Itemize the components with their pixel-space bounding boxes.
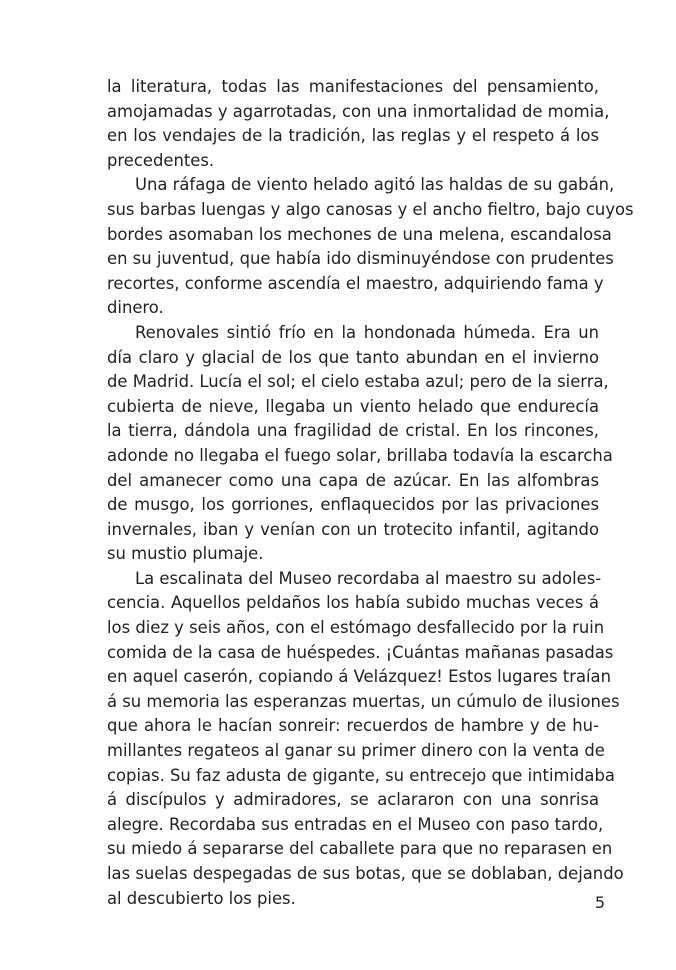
text-line: millantes regateos al ganar su primer dinero con la venta de <box>107 741 605 761</box>
text-line: adonde no llegaba el fuego solar, brillaba todavía la escarcha <box>107 445 613 465</box>
text-line: comida de la casa de huéspedes. ¡Cuántas mañanas pasadas <box>107 642 614 662</box>
text-line: precedentes. <box>107 150 215 170</box>
text-line: recortes, conforme ascendía el maestro, adquiriendo fama y <box>107 273 604 293</box>
text-line: cubierta de nieve, llegaba un viento helado que endurecía <box>107 396 599 416</box>
paragraph-2 <box>107 173 634 321</box>
text-line: cencia. Aquellos peldaños los había subido muchas veces á <box>107 593 599 613</box>
text-line: en su juventud, que había ido disminuyéndose con prudentes <box>107 249 614 269</box>
text-line: su miedo á separarse del caballete para que no reparasen en <box>107 839 613 859</box>
paragraph-1 <box>107 75 610 173</box>
text-line: día claro y glacial de los que tanto abundan en el invierno <box>107 347 599 367</box>
text-line: que ahora le hacían sonreir: recuerdos de hambre y de hu- <box>107 716 599 736</box>
text-line: al descubierto los pies. <box>107 888 296 908</box>
text-line: á discípulos y admiradores, se aclararon con una sonrisa <box>107 790 599 810</box>
text-line: amojamadas y agarrotadas, con una inmortalidad de momia, <box>107 101 610 121</box>
text-line: de Madrid. Lucía el sol; el cielo estaba azul; pero de la sierra, <box>107 372 609 392</box>
text-line: alegre. Recordaba sus entradas en el Museo con paso tardo, <box>107 814 604 834</box>
text-line: en aquel caserón, copiando á Velázquez! Estos lugares traían <box>107 667 611 687</box>
text-line: La escalinata del Museo recordaba al maestro su adoles- <box>135 568 602 588</box>
text-line: del amanecer como una capa de azúcar. En las alfombras <box>107 470 599 490</box>
text-line: dinero. <box>107 298 164 318</box>
paragraph-4 <box>107 567 624 911</box>
text-line: los diez y seis años, con el estómago desfallecido por la ruin <box>107 618 605 638</box>
text-line: la literatura, todas las manifestaciones del pensamiento, <box>107 77 599 96</box>
body-text <box>107 75 634 911</box>
paragraph-3 <box>107 321 613 567</box>
text-line: de musgo, los gorriones, enflaquecidos por las privaciones <box>107 495 599 515</box>
text-line: bordes asomaban los mechones de una melena, escandalosa <box>107 224 612 244</box>
text-line: su mustio plumaje. <box>107 544 264 564</box>
text-line: en los vendajes de la tradición, las reglas y el respeto á los <box>107 126 599 146</box>
text-line: la tierra, dándola una fragilidad de cristal. En los rincones, <box>107 421 599 441</box>
page-number: 5 <box>594 893 605 912</box>
text-line: á su memoria las esperanzas muertas, un cúmulo de ilusiones <box>107 691 620 711</box>
text-line: invernales, iban y venían con un trotecito infantil, agitando <box>107 519 599 539</box>
text-line: las suelas despegadas de sus botas, que se doblaban, dejando <box>107 864 624 883</box>
text-line: Una ráfaga de viento helado agitó las haldas de su gabán, <box>135 175 615 195</box>
text-line: copias. Su faz adusta de gigante, su entrecejo que intimidaba <box>107 765 615 785</box>
text-line: sus barbas luengas y algo canosas y el ancho fieltro, bajo cuyos <box>107 199 634 219</box>
text-line: Renovales sintió frío en la hondonada húmeda. Era un <box>135 322 599 342</box>
